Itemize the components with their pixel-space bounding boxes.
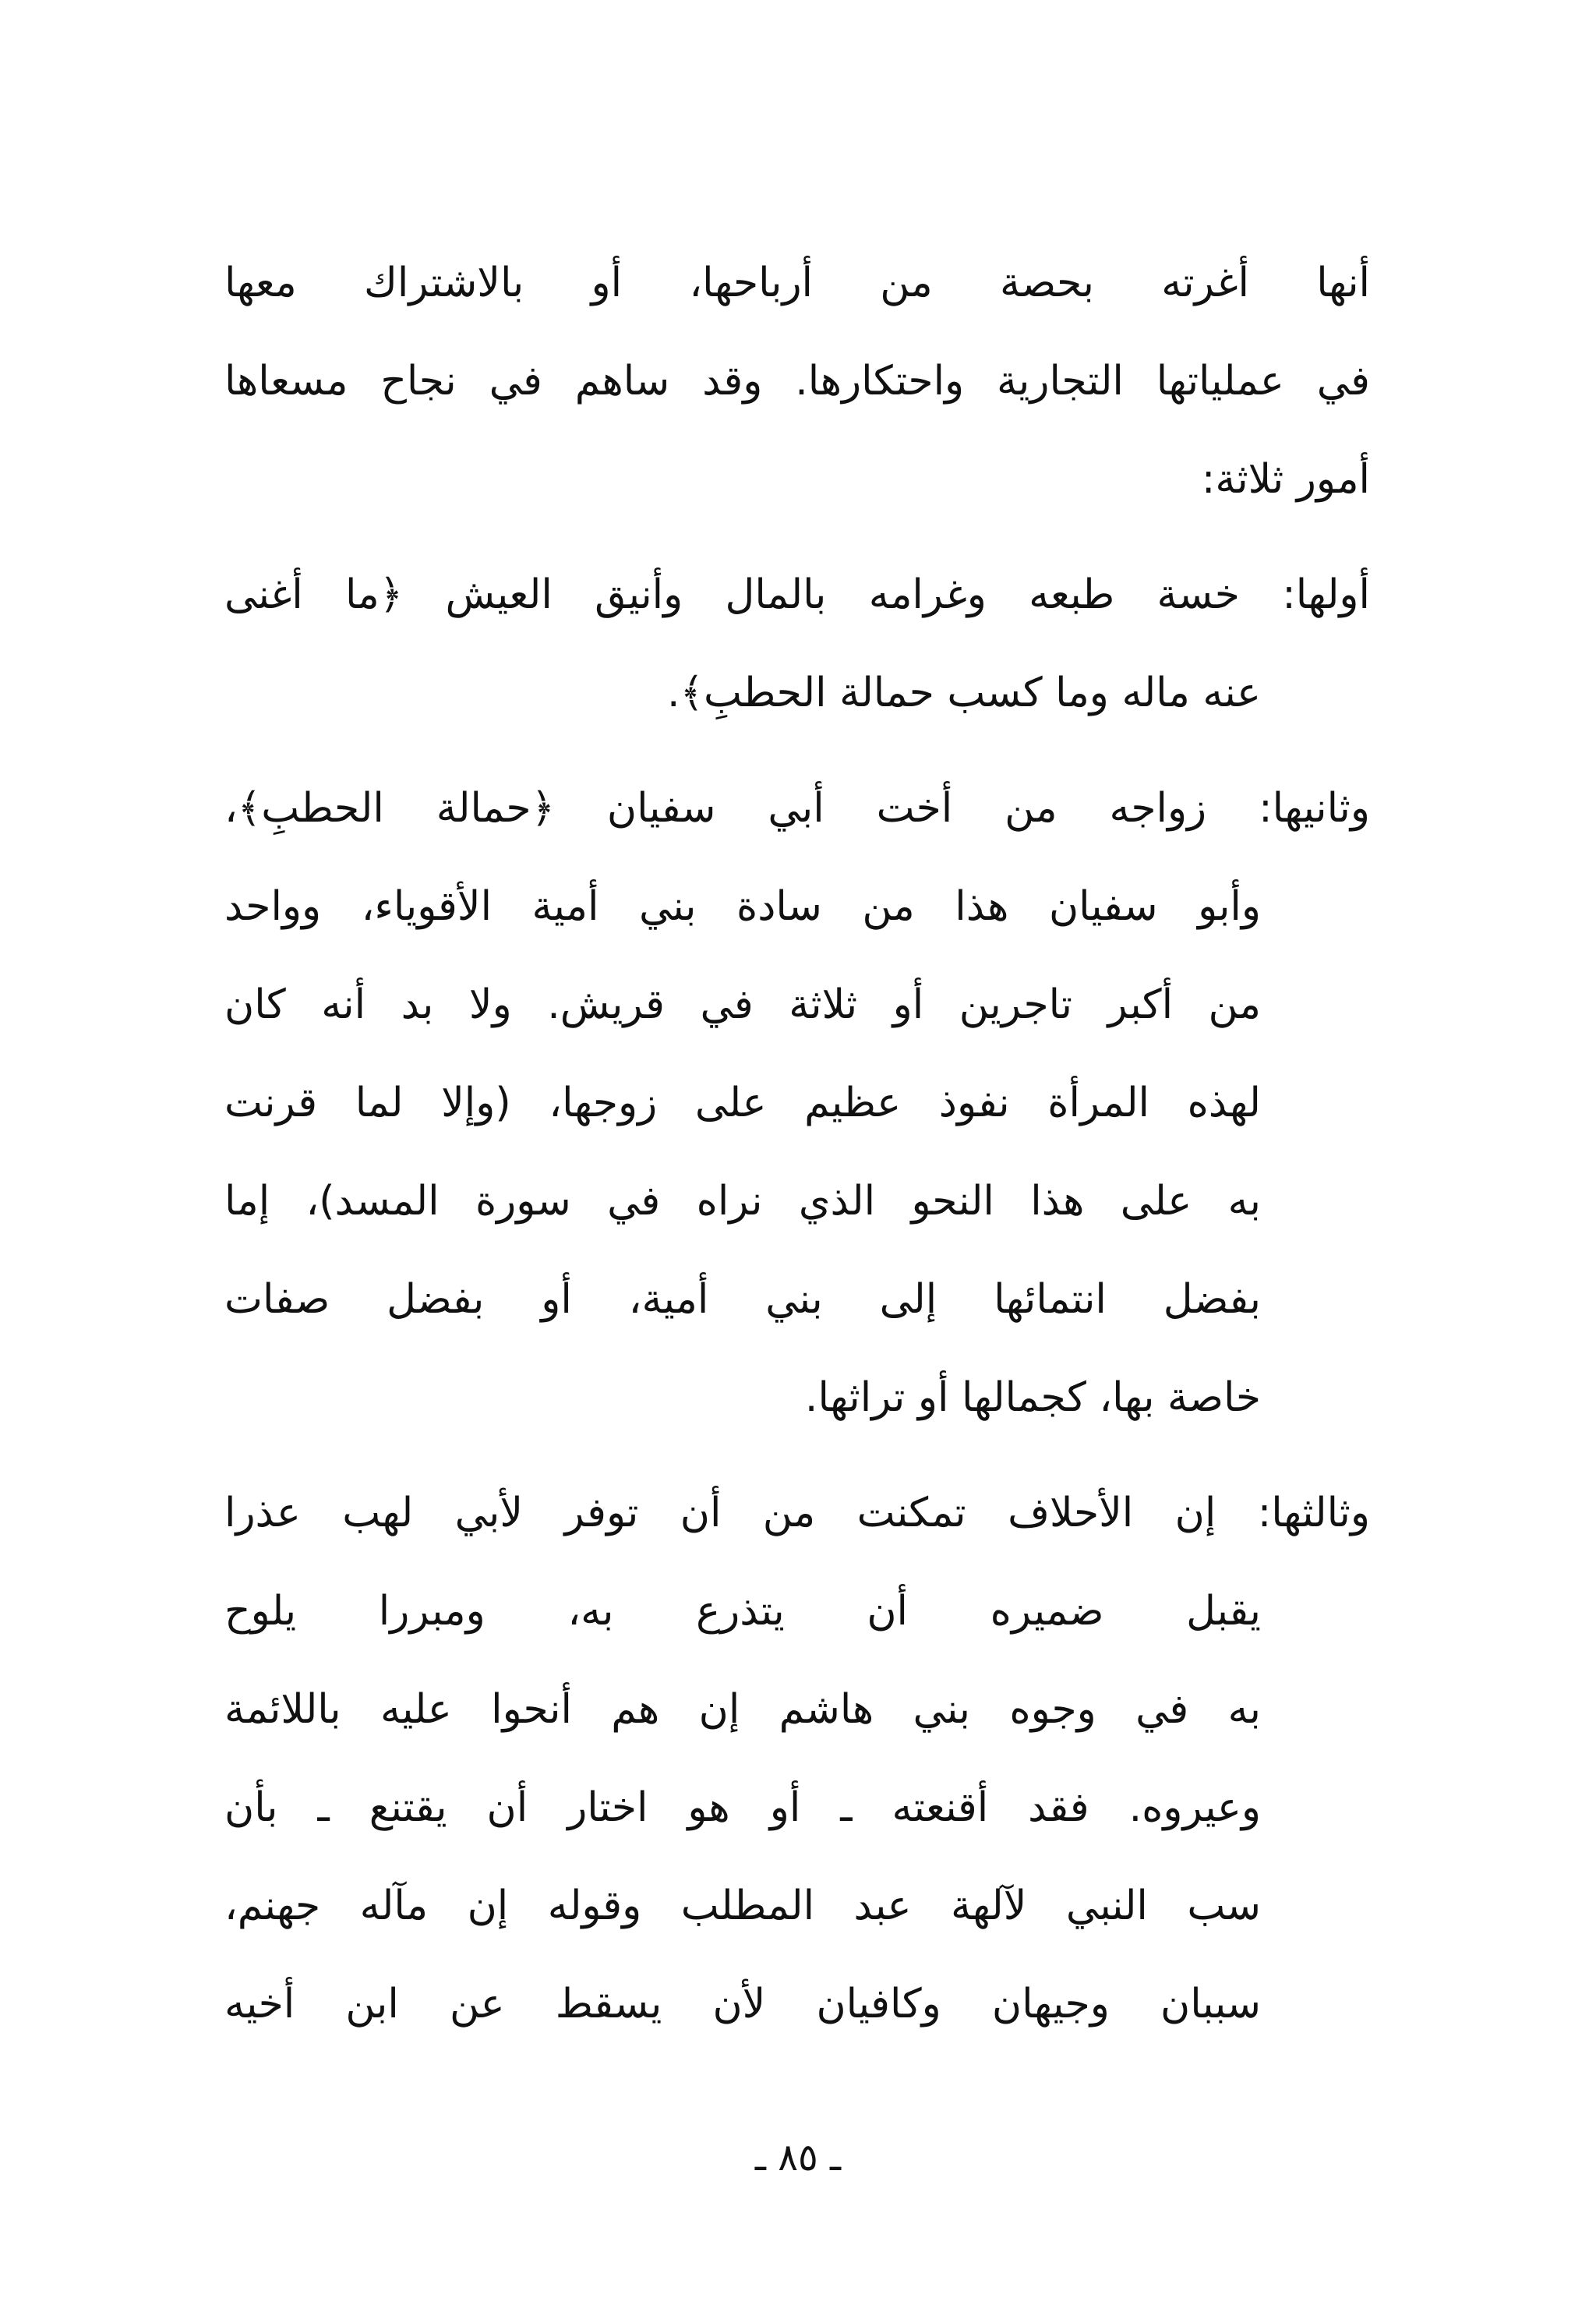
text-line: وعيروه. فقد أقنعته ـ أو هو اختار أن يقتنع ـ بأن: [224, 1784, 1261, 1831]
text-line: سببان وجيهان وكافيان لأن يسقط عن ابن أخيه: [224, 1981, 1261, 2027]
text-line: به في وجوه بني هاشم إن هم أنحوا عليه باللائمة: [224, 1686, 1261, 1733]
text-line: وثالثها: إن الأحلاف تمكنت من أن توفر لأبي لهب عذرا: [224, 1490, 1370, 1536]
text-line: في عملياتها التجارية واحتكارها. وقد ساهم في نجاح مسعاها: [224, 358, 1370, 405]
text-line: عنه ماله وما كسب حمالة الحطبِ﴾.: [666, 670, 1261, 716]
text-line: لهذه المرأة نفوذ عظيم على زوجها، (وإلا لما قرنت: [224, 1080, 1261, 1126]
text-line: وأبو سفيان هذا من سادة بني أمية الأقوياء، وواحد: [224, 883, 1261, 930]
list-item-third: [224, 1464, 1370, 2053]
body-text: [224, 234, 1370, 2053]
page-number: ـ ٨٥ ـ: [754, 2136, 842, 2179]
text-line: يقبل ضميره أن يتذرع به، ومبررا يلوح: [224, 1588, 1261, 1635]
text-line: أمور ثلاثة:: [1201, 456, 1370, 503]
list-item-second: [224, 759, 1370, 1447]
text-line: أولها: خسة طبعه وغرامه بالمال وأنيق العيش ﴿ما أغنى: [224, 571, 1370, 618]
text-line: خاصة بها، كجمالها أو تراثها.: [804, 1374, 1261, 1421]
intro-paragraph: [224, 234, 1370, 529]
list-item-first: [224, 546, 1370, 742]
text-line: سب النبي لآلهة عبد المطلب وقوله إن مآله جهنم،: [224, 1883, 1261, 1929]
text-line: وثانيها: زواجه من أخت أبي سفيان ﴿حمالة الحطبِ﴾،: [224, 785, 1370, 832]
text-line: بفضل انتمائها إلى بني أمية، أو بفضل صفات: [224, 1276, 1261, 1323]
text-line: أنها أغرته بحصة من أرباحها، أو بالاشتراك معها: [224, 260, 1370, 306]
text-line: به على هذا النحو الذي نراه في سورة المسد)، إما: [224, 1178, 1261, 1225]
text-line: من أكبر تاجرين أو ثلاثة في قريش. ولا بد أنه كان: [224, 981, 1261, 1028]
